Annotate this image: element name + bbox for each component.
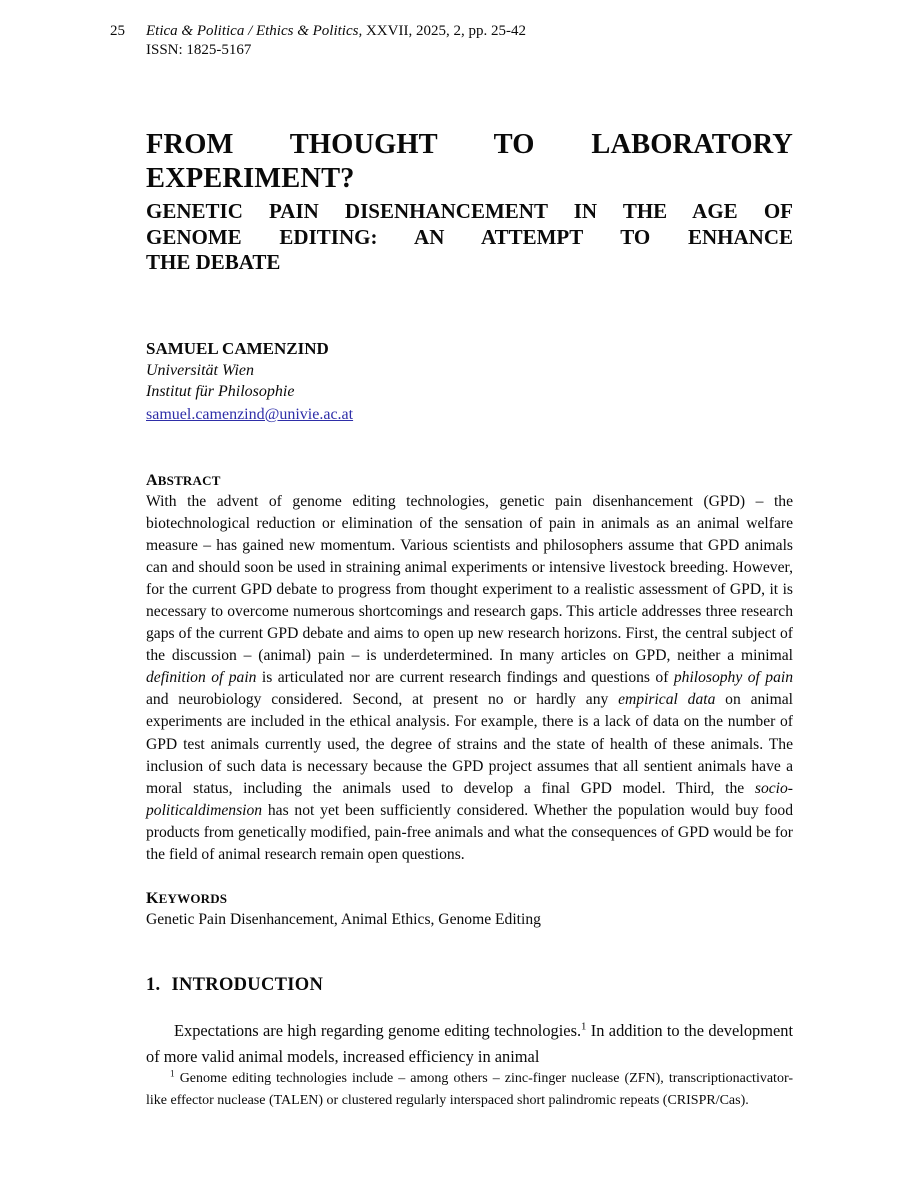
author-affiliation-university: Universität Wien [146, 361, 254, 379]
abstract-italic-2: philosophy of pain [673, 669, 793, 687]
abstract-seg-1: With the advent of genome editing technologies, genetic pain disenhancement (GPD) – the biotechnological reduction or elimination of the sensation of pain in animals as an animal welfare measure – has gained new momentum. Various scientists and philosophers assume that GPD animals can and should soon be used in straining animal experiments or intensive livestock breeding. However, for the current GPD debate to progress from thought experiment to a realistic assessment of GPD, it is necessary to overcome numerous shortcomings and research gaps. This article addresses three research gaps of the current GPD debate and aims to open up new research horizons. First, the central subject of the discussion – (animal) pain – is underdetermined. In many articles on GPD, neither a minimal [146, 492, 793, 665]
abstract-section [146, 470, 793, 867]
intro-seg-2: In addition to the development of more valid animal models, increased efficiency in animal [146, 1021, 793, 1067]
footnote-marker: 1 [170, 1068, 175, 1079]
author-email-link[interactable]: samuel.camenzind@univie.ac.at [146, 405, 354, 423]
page-number: 25 [110, 23, 125, 39]
page-subtitle [146, 199, 793, 276]
footnote-area [146, 1068, 793, 1111]
journal-issue-info: XXVII, 2025, 2, pp. 25-42 [362, 23, 526, 39]
journal-title: Etica & Politica / Ethics & Politics, [146, 23, 363, 39]
title-line-2: EXPERIMENT? [146, 163, 355, 194]
subtitle-line-3: THE DEBATE [146, 250, 281, 274]
author-block [146, 338, 793, 426]
footnote-reference-marker[interactable]: 1 [581, 1020, 587, 1033]
keywords-section [146, 888, 793, 931]
section-number: 1. [146, 975, 161, 996]
keywords-heading [146, 888, 793, 909]
abstract-seg-4: on animal experiments are included in the ethical analysis. For example, there is a lack of data on the number of GPD test animals currently used, the degree of strains and the state of health of these animals. The inclusion of such data is necessary because the GPD project assumes that all sentient animals have a moral status, including the animals used to develop a final GPD model. Third, the [146, 691, 794, 797]
section-title: INTRODUCTION [171, 975, 324, 996]
title-line-1: FROM THOUGHT TO LABORATORY [146, 129, 793, 160]
abstract-italic-4: socio-politicaldimension [146, 779, 793, 819]
abstract-heading-rest: BSTRACT [157, 472, 221, 488]
abstract-heading-initial: A [146, 471, 158, 489]
abstract-seg-5: has not yet been sufficiently considered. Whether the population would buy food products from genetically modified, pain-free animals and what the consequences of GPD would be for the field of animal research remain open questions. [146, 801, 793, 863]
title-block [146, 128, 793, 276]
keywords-heading-rest: EYWORDS [158, 891, 228, 907]
intro-paragraph [146, 1018, 793, 1070]
issn: ISSN: 1825-5167 [146, 42, 252, 58]
section-heading-introduction [146, 973, 793, 997]
abstract-heading [146, 470, 793, 491]
subtitle-line-1: GENETIC PAIN DISENHANCEMENT IN THE AGE OF [146, 199, 793, 223]
abstract-italic-3: empirical data [618, 691, 716, 709]
abstract-text [146, 491, 793, 867]
keywords-list: Genetic Pain Disenhancement, Animal Ethics, Genome Editing [146, 911, 541, 929]
subtitle-line-2: GENOME EDITING: AN ATTEMPT TO ENHANCE [146, 224, 793, 249]
author-affiliation-institute: Institut für Philosophie [146, 383, 295, 400]
intro-seg-1: Expectations are high regarding genome editing technologies. [174, 1021, 582, 1041]
page-title [146, 128, 793, 196]
footnote-text: Genome editing technologies include – among others – zinc-finger nuclease (ZFN), transcriptionactivator-like effector nuclease (TALEN) or clustered regularly interspaced short palindromic repeats (CRISPR/Cas). [146, 1071, 793, 1108]
footnote-1 [146, 1068, 793, 1111]
author-name: SAMUEL CAMENZIND [146, 338, 329, 358]
keywords-heading-initial: K [146, 890, 159, 908]
abstract-seg-3: and neurobiology considered. Second, at present no or hardly any [146, 691, 619, 709]
abstract-italic-1: definition of pain [146, 669, 257, 687]
abstract-seg-2: is articulated nor are current research findings and questions of [256, 669, 674, 687]
page-content [146, 0, 793, 1070]
